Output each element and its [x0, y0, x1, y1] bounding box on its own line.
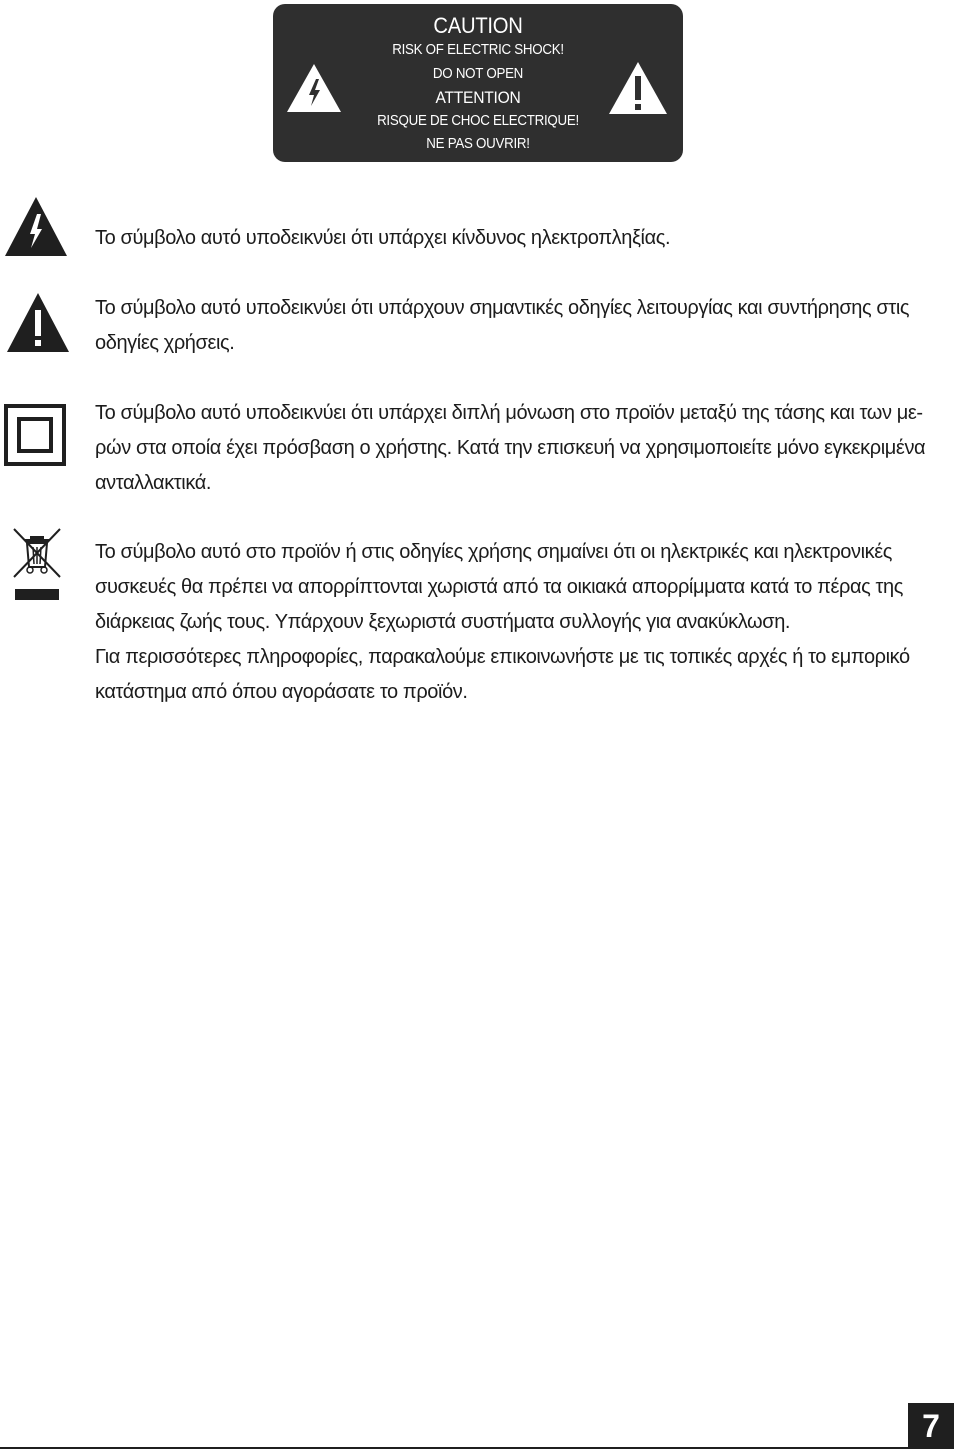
paragraph-instructions: Το σύμβολο αυτό υποδεικνύει ότι υπάρχουν σημαντικές οδηγίες λειτουργίας και συντήρησης στις οδηγίες χρήσεις.: [95, 297, 910, 354]
paragraph-weee-disposal: Το σύμβολο αυτό στο προϊόν ή στις οδηγίες χρήσης σημαίνει ότι οι ηλεκτρικές και ηλεκτρονικές συσκευές θα πρέπει να απορρίπτονται χωριστά από τα οικιακά απορρίμματα κατά το πέρας της διάρκειας ζωής τους. Υπάρχουν ξεχωριστά συστήματα συλλογής για ανακύκλωση. Για περισσότερες πληροφορίες, παρακαλούμε επικοινωνήστε με τις τοπικές αρχές ή το εμπορικό κατάστημα από όπου αγοράσατε το προϊόν.: [95, 541, 910, 703]
caution-title: CAUTION: [433, 13, 523, 38]
exclamation-warning-icon: [607, 60, 669, 116]
caution-line-risk: RISK OF ELECTRIC SHOCK!: [392, 42, 564, 58]
exclamation-warning-icon: [6, 292, 70, 354]
paragraph-double-insulation: Το σύμβολο αυτό υποδεικνύει ότι υπάρχει διπλή μόνωση στο προϊόν μεταξύ της τάσης και των με- ρών στα οποία έχει πρόσβαση ο χρήστης. Κατά την επισκευή να χρησιμοποιείτε μόνο εγκεκριμένα ανταλλακτικά.: [95, 402, 926, 494]
footer-rule: [0, 1447, 908, 1449]
caution-label: [273, 4, 683, 162]
paragraph-electric-shock: Το σύμβολο αυτό υποδεικνύει ότι υπάρχει κίνδυνος ηλεκτροπληξίας.: [95, 227, 671, 249]
double-insulation-icon: [4, 404, 66, 466]
caution-line-ne-pas-ouvrir: NE PAS OUVRIR!: [426, 136, 530, 152]
page-number: 7: [908, 1403, 954, 1449]
caution-line-do-not-open: DO NOT OPEN: [432, 65, 524, 82]
electric-shock-warning-icon: [4, 196, 68, 258]
caution-title-fr: ATTENTION: [435, 88, 521, 107]
caution-line-risque: RISQUE DE CHOC ELECTRIQUE!: [377, 112, 579, 129]
crossed-bin-weee-icon: [12, 527, 62, 603]
